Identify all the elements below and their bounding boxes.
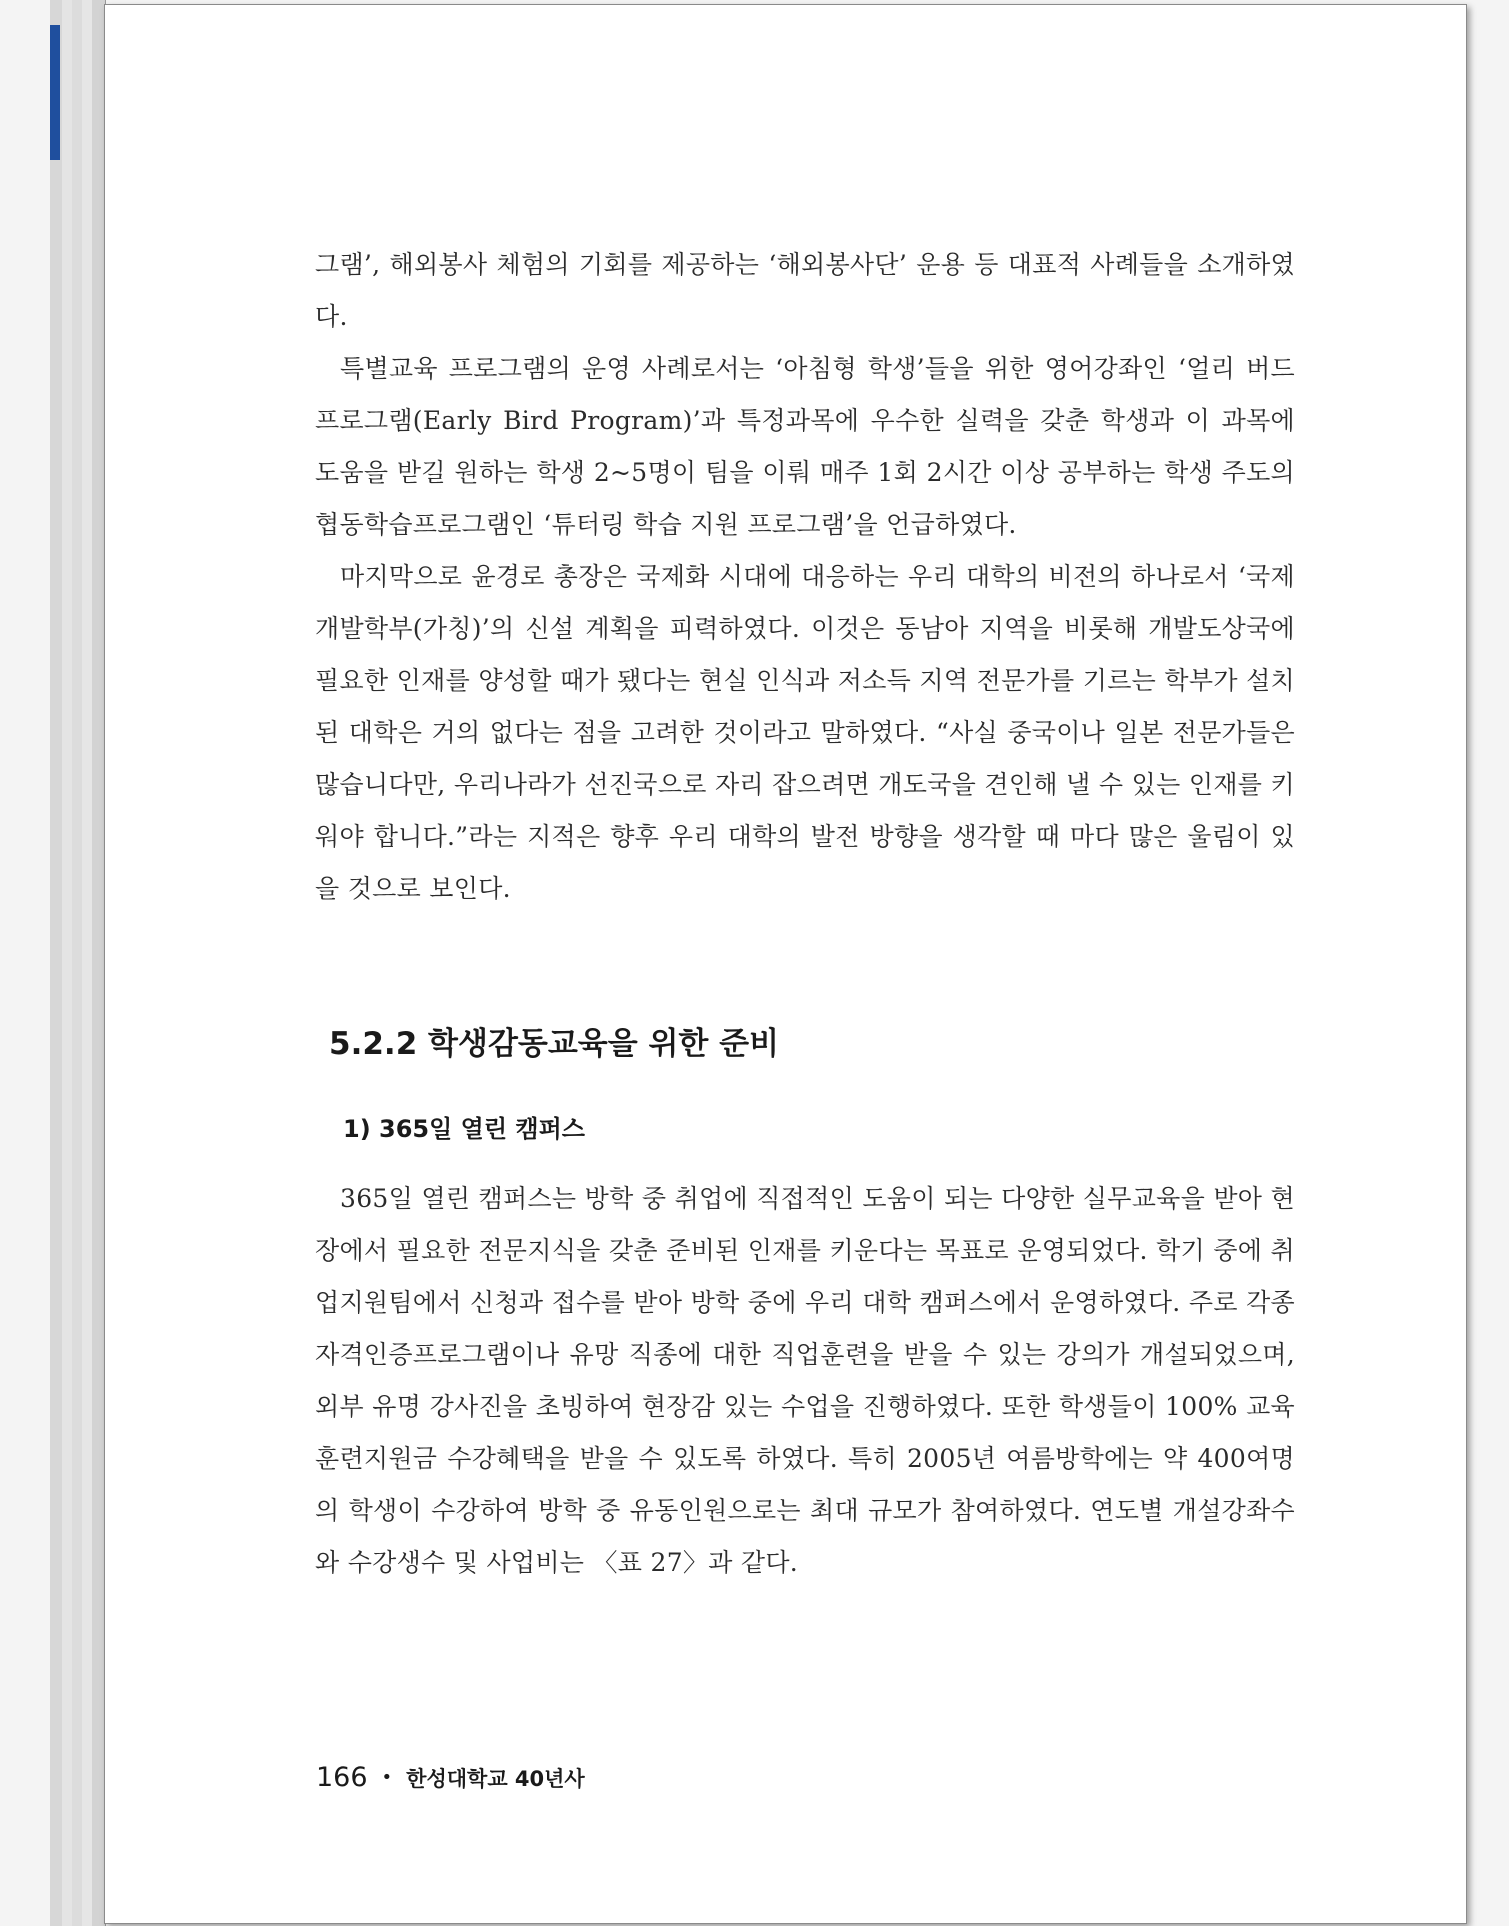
page-number: 166 — [316, 1762, 368, 1793]
page-footer — [316, 1762, 585, 1793]
closing-paragraph: 마지막으로 윤경로 총장은 국제화 시대에 대응하는 우리 대학의 비전의 하나로서 ‘국제개발학부(가칭)’의 신설 계획을 피력하였다. 이것은 동남아 지역을 비롯해 개발도상국에 필요한 인재를 양성할 때가 됐다는 현실 인식과 저소득 지역 전문가를 기르는 학부가 설치된 대학은 거의 없다는 점을 고려한 것이라고 말하였다. “사실 중국이나 일본 전문가들은 많습니다만, 우리나라가 선진국으로 자리 잡으려면 개도국을 견인해 낼 수 있는 인재를 키워야 합니다.”라는 지적은 향후 우리 대학의 발전 방향을 생각할 때 마다 많은 울림이 있을 것으로 보인다. — [315, 562, 1295, 903]
section-title: 5.2.2 학생감동교육을 위한 준비 — [329, 1026, 780, 1062]
subsection-title: 1) 365일 열린 캠퍼스 — [343, 1115, 585, 1143]
lower-text-block — [315, 1173, 1295, 1589]
special-program-paragraph: 특별교육 프로그램의 운영 사례로서는 ‘아침형 학생’들을 위한 영어강좌인 ‘얼리 버드 프로그램(Early Bird Program)’과 특정과목에 우수한 실력을 갖춘 학생과 이 과목에 도움을 받길 원하는 학생 2~5명이 팀을 이뤄 매주 1회 2시간 이상 공부하는 학생 주도의 협동학습프로그램인 ‘튜터링 학습 지원 프로그램’을 언급하였다. — [315, 354, 1295, 539]
campus-paragraph: 365일 열린 캠퍼스는 방학 중 취업에 직접적인 도움이 되는 다양한 실무교육을 받아 현장에서 필요한 전문지식을 갖춘 준비된 인재를 키운다는 목표로 운영되었다. 학기 중에 취업지원팀에서 신청과 접수를 받아 방학 중에 우리 대학 캠퍼스에서 운영하였다. 주로 각종 자격인증프로그램이나 유망 직종에 대한 직업훈련을 받을 수 있는 강의가 개설되었으며, 외부 유명 강사진을 초빙하여 현장감 있는 수업을 진행하였다. 또한 학생들이 100% 교육훈련지원금 수강혜택을 받을 수 있도록 하였다. 특히 2005년 여름방학에는 약 400여명의 학생이 수강하여 방학 중 유동인원으로는 최대 규모가 참여하였다. 연도별 개설강좌수와 수강생수 및 사업비는 〈표 27〉과 같다. — [315, 1184, 1295, 1577]
book-title: 한성대학교 40년사 — [406, 1766, 585, 1791]
intro-paragraph: 그램’, 해외봉사 체험의 기회를 제공하는 ‘해외봉사단’ 운용 등 대표적 사례들을 소개하였다. — [315, 250, 1295, 331]
bookmark-tab — [50, 25, 60, 160]
footer-bullet: • — [381, 1767, 393, 1788]
book-page — [104, 4, 1467, 1924]
book-page-edges — [50, 0, 105, 1926]
upper-text-block — [315, 239, 1295, 915]
